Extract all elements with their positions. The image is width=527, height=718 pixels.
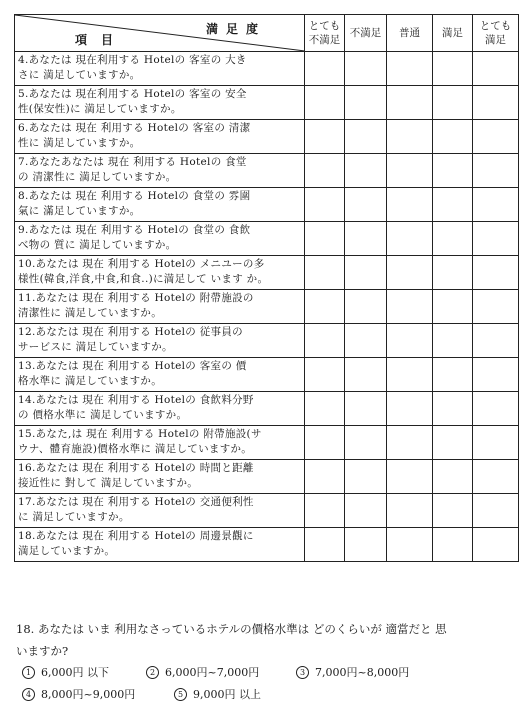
survey-item-text [15,290,305,324]
answer-cell[interactable] [433,392,473,426]
answer-cell[interactable] [345,358,387,392]
option-dissatisfied-header: 不満足 [345,15,387,52]
survey-item-line: 12.あなたは 現在 利用する Hotelの 従事員の [18,326,243,338]
survey-item-text [15,120,305,154]
answer-cell[interactable] [305,256,345,290]
answer-cell[interactable] [305,528,345,562]
survey-item-text [15,86,305,120]
answer-cell[interactable] [345,392,387,426]
table-row [15,52,519,86]
answer-cell[interactable] [473,494,519,528]
table-header-row [15,15,519,52]
survey-item-line: 11.あなたは 現在 利用する Hotelの 附帶施設の [18,292,254,304]
survey-item-line: 清潔性に 満足していますか。 [18,307,163,319]
answer-cell[interactable] [387,494,433,528]
answer-cell[interactable] [433,256,473,290]
survey-item-text [15,188,305,222]
table-row [15,290,519,324]
circled-number-icon: 2 [146,666,159,679]
answer-cell[interactable] [387,392,433,426]
answer-cell[interactable] [345,528,387,562]
answer-cell[interactable] [433,52,473,86]
survey-item-line: サービスに 満足していますか。 [18,341,173,353]
satisfaction-survey-table [14,14,519,562]
circled-number-icon: 5 [174,688,187,701]
survey-item-line: 6.あなたは 現在 利用する Hotelの 客室の 清潔 [18,122,251,134]
survey-item-line: 4.あなたは 現在利用する Hotelの 客室の 大き [18,54,247,66]
survey-item-text [15,222,305,256]
table-row [15,426,519,460]
survey-item-text [15,52,305,86]
survey-item-text [15,528,305,562]
answer-cell[interactable] [433,154,473,188]
answer-cell[interactable] [345,256,387,290]
item-header-label: 項目 [75,33,128,47]
answer-cell[interactable] [305,86,345,120]
answer-cell[interactable] [345,188,387,222]
table-row [15,188,519,222]
table-row [15,120,519,154]
answer-cell[interactable] [387,460,433,494]
survey-item-text [15,426,305,460]
table-row [15,222,519,256]
answer-cell[interactable] [433,426,473,460]
answer-cell[interactable] [433,358,473,392]
answer-cell[interactable] [345,494,387,528]
option-very-dissatisfied-header: とても 不満足 [305,15,345,52]
table-row [15,86,519,120]
answer-cell[interactable] [305,52,345,86]
table-row [15,256,519,290]
survey-item-line: 8.あなたは 現在 利用する Hotelの 食堂の 雰圍 [18,190,251,202]
survey-item-line: 性に 満足していますか。 [18,137,141,149]
answer-cell[interactable] [433,290,473,324]
question-18-choices [16,662,516,706]
answer-cell[interactable] [433,86,473,120]
answer-cell[interactable] [473,528,519,562]
answer-cell[interactable] [345,52,387,86]
answer-cell[interactable] [387,528,433,562]
question-18-line2: いますか? [16,644,69,658]
header-diagonal-cell [15,15,305,52]
survey-item-text [15,154,305,188]
table-row [15,494,519,528]
answer-cell[interactable] [433,120,473,154]
answer-cell[interactable] [345,290,387,324]
answer-cell[interactable] [345,154,387,188]
answer-cell[interactable] [473,86,519,120]
answer-cell[interactable] [305,426,345,460]
answer-cell[interactable] [387,256,433,290]
survey-item-line: の 價格水準に 満足していますか。 [18,409,188,421]
choice-3[interactable]: 3 7,000円~8,000円 [296,662,409,684]
answer-cell[interactable] [473,256,519,290]
answer-cell[interactable] [345,460,387,494]
survey-item-text [15,324,305,358]
answer-cell[interactable] [387,120,433,154]
answer-cell[interactable] [305,358,345,392]
answer-cell[interactable] [473,154,519,188]
survey-item-line: 18.あなたは 現在 利用する Hotelの 周邊景觀に [18,530,254,542]
answer-cell[interactable] [305,392,345,426]
survey-item-line: 格水準に 満足していますか。 [18,375,163,387]
survey-item-line: 10.あなたは 現在 利用する Hotelの メニユーの多 [18,258,265,270]
survey-item-line: 17.あなたは 現在 利用する Hotelの 交通便利性 [18,496,254,508]
answer-cell[interactable] [305,460,345,494]
answer-cell[interactable] [473,392,519,426]
satisfaction-header-label: 満足度 [205,22,266,36]
circled-number-icon: 4 [22,688,35,701]
answer-cell[interactable] [345,86,387,120]
answer-cell[interactable] [345,426,387,460]
answer-cell[interactable] [473,358,519,392]
option-satisfied-header: 満足 [433,15,473,52]
answer-cell[interactable] [473,188,519,222]
answer-cell[interactable] [433,528,473,562]
answer-cell[interactable] [305,154,345,188]
circled-number-icon: 1 [22,666,35,679]
answer-cell[interactable] [305,494,345,528]
option-neutral-header: 普通 [387,15,433,52]
survey-item-line: 性(保安性)に 満足していますか。 [18,103,182,115]
survey-item-line: 氣に 滿足していますか。 [18,205,141,217]
survey-item-line: 15.あなた,は 現在 利用する Hotelの 附帶施設(サ [18,428,262,440]
survey-item-text [15,256,305,290]
survey-item-line: ウナ、體育施設)價格水準に 満足していますか。 [18,443,253,455]
question-18-line1: 18. あなたは いま 利用なさっているホテルの價格水準は どのくらいが 適當だと 思 [16,622,447,636]
table-row [15,460,519,494]
answer-cell[interactable] [473,120,519,154]
choice-5[interactable]: 5 9,000円 以上 [174,684,261,706]
table-row [15,154,519,188]
survey-item-line: の 清潔性に 満足していますか。 [18,171,177,183]
survey-item-line: さに 満足していますか。 [18,69,141,81]
table-row [15,358,519,392]
survey-item-line: に 満足していますか。 [18,511,130,523]
survey-item-line: 満足していますか。 [18,545,116,557]
answer-cell[interactable] [387,426,433,460]
answer-cell[interactable] [305,120,345,154]
answer-cell[interactable] [473,290,519,324]
circled-number-icon: 3 [296,666,309,679]
answer-cell[interactable] [387,222,433,256]
survey-item-line: 14.あなたは 現在 利用する Hotelの 食飲料分野 [18,394,254,406]
survey-item-line: 様性(韓食,洋食,中食,和食..)に満足して います か。 [18,273,269,285]
answer-cell[interactable] [345,120,387,154]
answer-cell[interactable] [305,188,345,222]
answer-cell[interactable] [473,426,519,460]
answer-cell[interactable] [387,52,433,86]
answer-cell[interactable] [433,460,473,494]
survey-item-line: べ物の 質に 満足していますか。 [18,239,177,251]
survey-item-line: 5.あなたは 現在利用する Hotelの 客室の 安全 [18,88,247,100]
answer-cell[interactable] [473,222,519,256]
answer-cell[interactable] [473,324,519,358]
answer-cell[interactable] [433,188,473,222]
answer-cell[interactable] [473,460,519,494]
answer-cell[interactable] [305,222,345,256]
answer-cell[interactable] [345,324,387,358]
answer-cell[interactable] [433,324,473,358]
survey-item-line: 接近性に 對して 満足していますか。 [18,477,199,489]
question-18-block [16,618,516,706]
survey-item-text [15,460,305,494]
survey-item-line: 13.あなたは 現在 利用する Hotelの 客室の 價 [18,360,247,372]
choice-2[interactable]: 2 6,000円~7,000円 [146,662,259,684]
choice-4[interactable]: 4 8,000円~9,000円 [22,684,135,706]
survey-item-text [15,494,305,528]
answer-cell[interactable] [305,324,345,358]
answer-cell[interactable] [387,154,433,188]
answer-cell[interactable] [387,188,433,222]
survey-item-line: 16.あなたは 現在 利用する Hotelの 時間と距離 [18,462,254,474]
answer-cell[interactable] [387,358,433,392]
choice-1[interactable]: 1 6,000円 以下 [22,662,109,684]
option-very-satisfied-header: とても 満足 [473,15,519,52]
answer-cell[interactable] [387,324,433,358]
survey-item-text [15,392,305,426]
table-row [15,392,519,426]
table-row [15,528,519,562]
survey-item-line: 9.あなたは 現在 利用する Hotelの 食堂の 食飲 [18,224,251,236]
answer-cell[interactable] [473,52,519,86]
answer-cell[interactable] [433,494,473,528]
answer-cell[interactable] [387,86,433,120]
table-row [15,324,519,358]
answer-cell[interactable] [387,290,433,324]
survey-item-line: 7.あなたあなたは 現在 利用する Hotelの 食堂 [18,156,247,168]
survey-item-text [15,358,305,392]
answer-cell[interactable] [305,290,345,324]
answer-cell[interactable] [345,222,387,256]
answer-cell[interactable] [433,222,473,256]
